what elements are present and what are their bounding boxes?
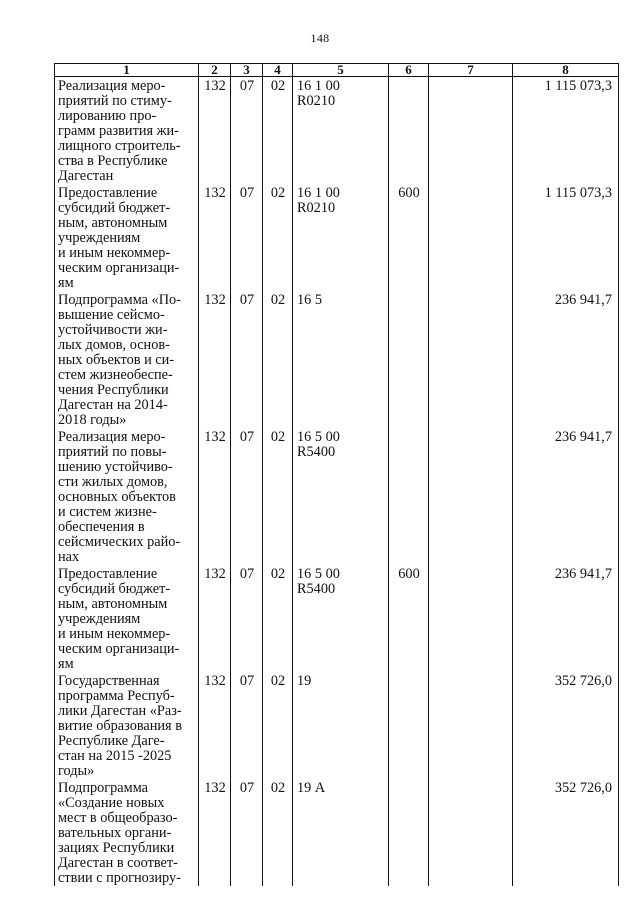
row-amount: 236 941,7 [513, 428, 619, 565]
row-ministry: 132 [199, 779, 231, 886]
row-ministry: 132 [199, 291, 231, 428]
row-section: 07 [231, 779, 263, 886]
row-target-code: 16 5 00 R5400 [293, 428, 389, 565]
header-col-1: 1 [55, 64, 199, 77]
header-col-8: 8 [513, 64, 619, 77]
row-ministry: 132 [199, 428, 231, 565]
header-col-3: 3 [231, 64, 263, 77]
row-target-code: 16 5 00 R5400 [293, 565, 389, 672]
row-expense-type: 600 [389, 184, 429, 291]
row-col7 [429, 779, 513, 886]
row-name: Государственная программа Респуб- лики Дагестан «Раз- витие образования в Республике Даге- стан на 2015 -2025 годы» [55, 672, 199, 779]
row-target-code: 16 5 [293, 291, 389, 428]
row-target-code: 16 1 00 R0210 [293, 184, 389, 291]
row-name: Предоставление субсидий бюджет- ным, автономным учреждениям и иным некоммер- ческим организаци- ям [55, 565, 199, 672]
row-col7 [429, 565, 513, 672]
row-expense-type [389, 291, 429, 428]
table-row [55, 428, 619, 565]
row-name: Реализация меро- приятий по повы- шению устойчиво- сти жилых домов, основных объектов и систем жизне- обеспечения в сейсмических райо- нах [55, 428, 199, 565]
row-target-code: 19 [293, 672, 389, 779]
row-name: Реализация меро- приятий по стиму- лированию про- грамм развития жи- лищного строитель- ства в Республике Дагестан [55, 77, 199, 185]
row-amount: 236 941,7 [513, 291, 619, 428]
row-ministry: 132 [199, 565, 231, 672]
row-name: Подпрограмма «Создание новых мест в общеобразо- вательных органи- зациях Республики Дагестан в соответ- ствии с прогнозиру- [55, 779, 199, 886]
row-amount: 1 115 073,3 [513, 77, 619, 185]
header-col-5: 5 [293, 64, 389, 77]
table-row [55, 77, 619, 185]
table-row [55, 565, 619, 672]
table-row [55, 672, 619, 779]
row-ministry: 132 [199, 77, 231, 185]
row-expense-type [389, 779, 429, 886]
page-number: 148 [310, 31, 330, 45]
row-amount: 352 726,0 [513, 672, 619, 779]
row-section: 07 [231, 291, 263, 428]
row-subsection: 02 [263, 77, 293, 185]
budget-table [54, 63, 619, 886]
row-col7 [429, 77, 513, 185]
header-col-7: 7 [429, 64, 513, 77]
row-col7 [429, 672, 513, 779]
row-subsection: 02 [263, 779, 293, 886]
row-section: 07 [231, 77, 263, 185]
row-amount: 236 941,7 [513, 565, 619, 672]
row-subsection: 02 [263, 291, 293, 428]
row-expense-type [389, 77, 429, 185]
table-row [55, 184, 619, 291]
row-section: 07 [231, 428, 263, 565]
row-col7 [429, 428, 513, 565]
row-section: 07 [231, 672, 263, 779]
header-col-4: 4 [263, 64, 293, 77]
row-target-code: 16 1 00 R0210 [293, 77, 389, 185]
row-expense-type [389, 428, 429, 565]
header-col-6: 6 [389, 64, 429, 77]
header-row [55, 64, 619, 77]
row-section: 07 [231, 565, 263, 672]
row-amount: 1 115 073,3 [513, 184, 619, 291]
row-target-code: 19 А [293, 779, 389, 886]
row-subsection: 02 [263, 565, 293, 672]
row-section: 07 [231, 184, 263, 291]
table-row [55, 779, 619, 886]
row-expense-type: 600 [389, 565, 429, 672]
row-name: Подпрограмма «По- вышение сейсмо- устойчивости жи- лых домов, основ- ных объектов и си- стем жизнеобеспе- чения Республики Дагестан на 2014- 2018 годы» [55, 291, 199, 428]
row-name: Предоставление субсидий бюджет- ным, автономным учреждениям и иным некоммер- ческим организаци- ям [55, 184, 199, 291]
row-amount: 352 726,0 [513, 779, 619, 886]
row-expense-type [389, 672, 429, 779]
table-row [55, 291, 619, 428]
row-subsection: 02 [263, 672, 293, 779]
row-subsection: 02 [263, 184, 293, 291]
header-col-2: 2 [199, 64, 231, 77]
row-col7 [429, 184, 513, 291]
row-col7 [429, 291, 513, 428]
row-ministry: 132 [199, 672, 231, 779]
row-ministry: 132 [199, 184, 231, 291]
row-subsection: 02 [263, 428, 293, 565]
